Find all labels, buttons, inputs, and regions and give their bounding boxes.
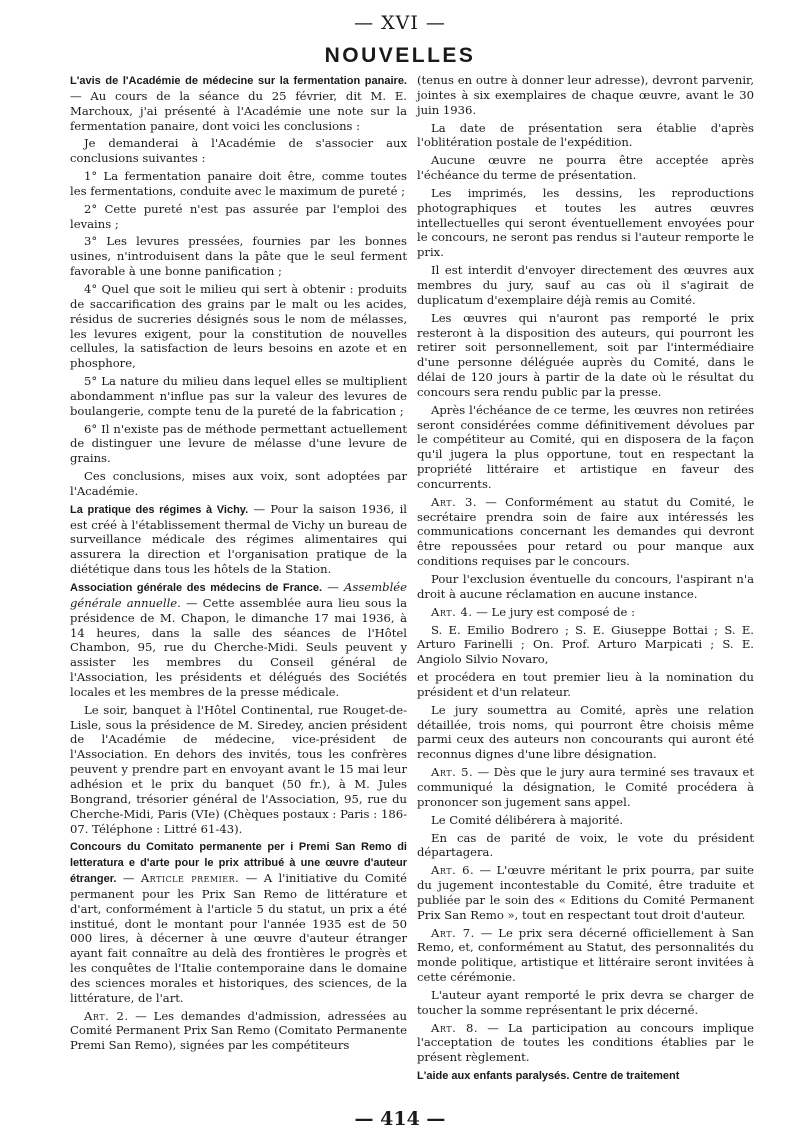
paragraph: Art. 2. — Les demandes d'admission, adressées au Comité Permanent Prix San Remo (Comitato Permanente Premi San Remo), signées par les compétiteurs	[70, 1008, 407, 1053]
paragraph: Art. 5. — Dès que le jury aura terminé ses travaux et communiqué la désignation, le Comité procédera à prononcer son jugement sans appel.	[417, 765, 755, 809]
paragraph: Art. 7. — Le prix sera décerné officiellement à San Remo, et, conformément au Statut, des personnalités du monde politique, artistique et littéraire seront invitées à cette cérémonie.	[417, 925, 754, 985]
conclusion-item: 2° Cette pureté n'est pas assurée par l'emploi des levains ;	[70, 201, 407, 231]
paragraph: et procédera en tout premier lieu à la nomination du président et d'un relateur.	[417, 670, 754, 699]
article-heading: Association générale des médecins de France.	[70, 582, 323, 594]
paragraph: Il est interdit d'envoyer directement des œuvres aux membres du jury, sauf au cas où il s'agirait de duplicatum d'exemplaire déjà remis au Comité.	[417, 263, 754, 307]
article-heading: L'aide aux enfants paralysés. Centre de traitement	[417, 1070, 680, 1083]
paragraph: Le jury soumettra au Comité, après une relation détaillée, trois noms, qui pourront être choisis même parmi ceux des auteurs non concourants qui auront été reconnus dignes d'une libre désignation.	[417, 702, 754, 762]
paragraph: Art. 4. — Le jury est composé de :	[431, 604, 635, 619]
page-number: — 414 —	[354, 1108, 446, 1130]
paragraph: Art. 6. — L'œuvre méritant le prix pourra, par suite du jugement incontestable du Comité, être traduite et publiée par le soin des « Editions du Comité Permanent Prix San Remo », tout en respectant tout droit d'auteur.	[417, 863, 754, 922]
paragraph: Pour l'exclusion éventuelle du concours, l'aspirant n'a droit à aucune réclamation en aucune instance.	[417, 572, 754, 601]
paragraph: Je demanderai à l'Académie de s'associer aux conclusions suivantes :	[70, 136, 407, 166]
paragraph: Les imprimés, les dessins, les reproductions photographiques et toutes les autres œuvres intellectuelles qui seront éventuellement envoyées pour le concours, ne seront pas rendus si l'auteur remporte le prix.	[417, 185, 754, 260]
conclusion-item: 4° Quel que soit le milieu qui sert à obtenir : produits de saccarification des grains par le malt ou les acides, résidus de sucreries désignés sous le nom de mélasses, les levures exigent, pour la constitution de nouvelles cellules, la satisfaction de leurs besoins en azote et en phosphore,	[70, 281, 407, 371]
article-heading: L'avis de l'Académie de médecine sur la fermentation panaire.	[70, 75, 407, 87]
section-title: NOUVELLES	[324, 44, 476, 67]
paragraph: Art. 3. — Conformément au statut du Comité, le secrétaire prendra soin de faire aux intéressés les communications concernant les demandes qui devront être repoussées pour retard ou pour manque aux conditions requises par le concours.	[417, 494, 754, 569]
conclusion-item: 5° La nature du milieu dans lequel elles se multiplient abondamment n'influe pas sur la valeur des levures de boulangerie, compte tenu de la pureté de la fabrication ;	[70, 374, 407, 418]
paragraph: Art. 8. — La participation au concours implique l'acceptation de toutes les conditions établies par le présent règlement.	[417, 1020, 754, 1065]
article-heading: La pratique des régimes à Vichy.	[70, 503, 249, 516]
paragraph: Ces conclusions, mises aux voix, sont adoptées par l'Académie.	[70, 469, 407, 498]
conclusion-item: 1° La fermentation panaire doit être, comme toutes les fermentations, conduite avec le maximum de pureté ;	[70, 169, 407, 198]
paragraph: Aucune œuvre ne pourra être acceptée après l'échéance du terme de présentation.	[417, 153, 754, 183]
paragraph: L'auteur ayant remporté le prix devra se charger de toucher la somme représentant le prix décerné.	[417, 987, 754, 1017]
article-san-remo: Concours du Comitato permanente per i Premi San Remo di letteratura e d'arte pour le prix attribué à une œuvre d'auteur étranger. — Article premier. — A l'initiative du Comité permanent pour les Prix San Remo de littérature et d'art, conformément à l'article 5 du statut, un prix a été institué, dont le montant pour l'année 1935 est de 50 000 lires, à décerner à une œuvre d'auteur étranger ayant fait connaître au delà des frontières le progrès et les conquêtes de l'Italie contemporaine dans le domaine des sciences morales et historiques, des sciences, de la littérature, de l'art.	[70, 841, 407, 1005]
paragraph: Le soir, banquet à l'Hôtel Continental, rue Rouget-de-Lisle, sous la présidence de M. Siredey, ancien président de l'Académie de médecine, vice-président de l'Association. En dehors des invités, tous les confrères peuvent y prendre part en envoyant avant le 15 mai leur adhésion et le prix du banquet (50 fr.), à M. Jules Bongrand, trésorier général de l'Association, 95, rue du Cherche-Midi, Paris (VIe) (Chèques postaux : Paris : 186-07. Téléphone : Littré 61-43).	[70, 702, 407, 836]
conclusion-item: 3° Les levures pressées, fournies par les bonnes usines, n'introduisent dans la pâte que le seul ferment favorable à une bonne panification ;	[70, 234, 407, 279]
right-column	[417, 73, 754, 1087]
conclusion-item: 6° Il n'existe pas de méthode permettant actuellement de distinguer une levure de mélasse d'une levure de grains.	[70, 421, 407, 466]
paragraph: Les œuvres qui n'auront pas remporté le prix resteront à la disposition des auteurs, qui pourront les retirer soit personnellement, soit par l'intermédiaire d'une personne déléguée auprès du Comité, dans le délai de 120 jours à partir de la date où le résultat du concours sera rendu public par la presse.	[417, 310, 754, 399]
paragraph: En cas de parité de voix, le vote du président départagera.	[417, 830, 754, 860]
paragraph: Le Comité délibérera à majorité.	[431, 812, 624, 827]
paragraph: (tenus en outre à donner leur adresse), devront parvenir, jointes à six exemplaires de chaque œuvre, avant le 30 juin 1936.	[417, 73, 754, 117]
article-enfants-paralyses	[417, 1068, 754, 1084]
roman-folio: — XVI —	[354, 12, 446, 34]
paragraph: S. E. Emilio Bodrero ; S. E. Giuseppe Bottai ; S. E. Arturo Farinelli ; On. Prof. Arturo Marpicati ; S. E. Angiolo Silvio Novaro,	[417, 622, 754, 667]
article-fermentation: L'avis de l'Académie de médecine sur la fermentation panaire. — Au cours de la séance du 25 février, dit M. E. Marchoux, j'ai présenté à l'Académie une note sur la fermentation panaire, dont voici les conclusions :	[70, 75, 407, 133]
article-vichy: La pratique des régimes à Vichy. — Pour la saison 1936, il est créé à l'établissement thermal de Vichy un bureau de surveillance médicale des régimes alimentaires qui assurera la direction et l'organisation pratique de la diététique dans tous les hôtels de la Station.	[70, 501, 407, 577]
left-column	[70, 73, 407, 1056]
paragraph: La date de présentation sera établie d'après l'oblitération postale de l'expédition.	[417, 120, 754, 150]
article-heading: Concours du Comitato permanente per i Premi San Remo di letteratura e d'arte pour le prix attribué à une œuvre d'auteur étranger.	[70, 841, 407, 886]
paragraph: Après l'échéance de ce terme, les œuvres non retirées seront considérées comme définitivement dévolues par le compétiteur au Comité, qui en disposera de la façon qu'il jugera la plus opportune, tout en respectant la propriété littéraire et artistique en faveur des concurrents.	[417, 402, 754, 491]
article-association: Association générale des médecins de France. — Assemblée générale annuelle. — Cette assemblée aura lieu sous la présidence de M. Chapon, le dimanche 17 mai 1936, à 14 heures, dans la salle des séances de l'Hôtel Chambon, 95, rue du Cherche-Midi. Seuls peuvent y assister les membres du Conseil général de l'Association, les présidents et délégués des Sociétés locales et les membres de la presse médicale.	[70, 580, 407, 699]
